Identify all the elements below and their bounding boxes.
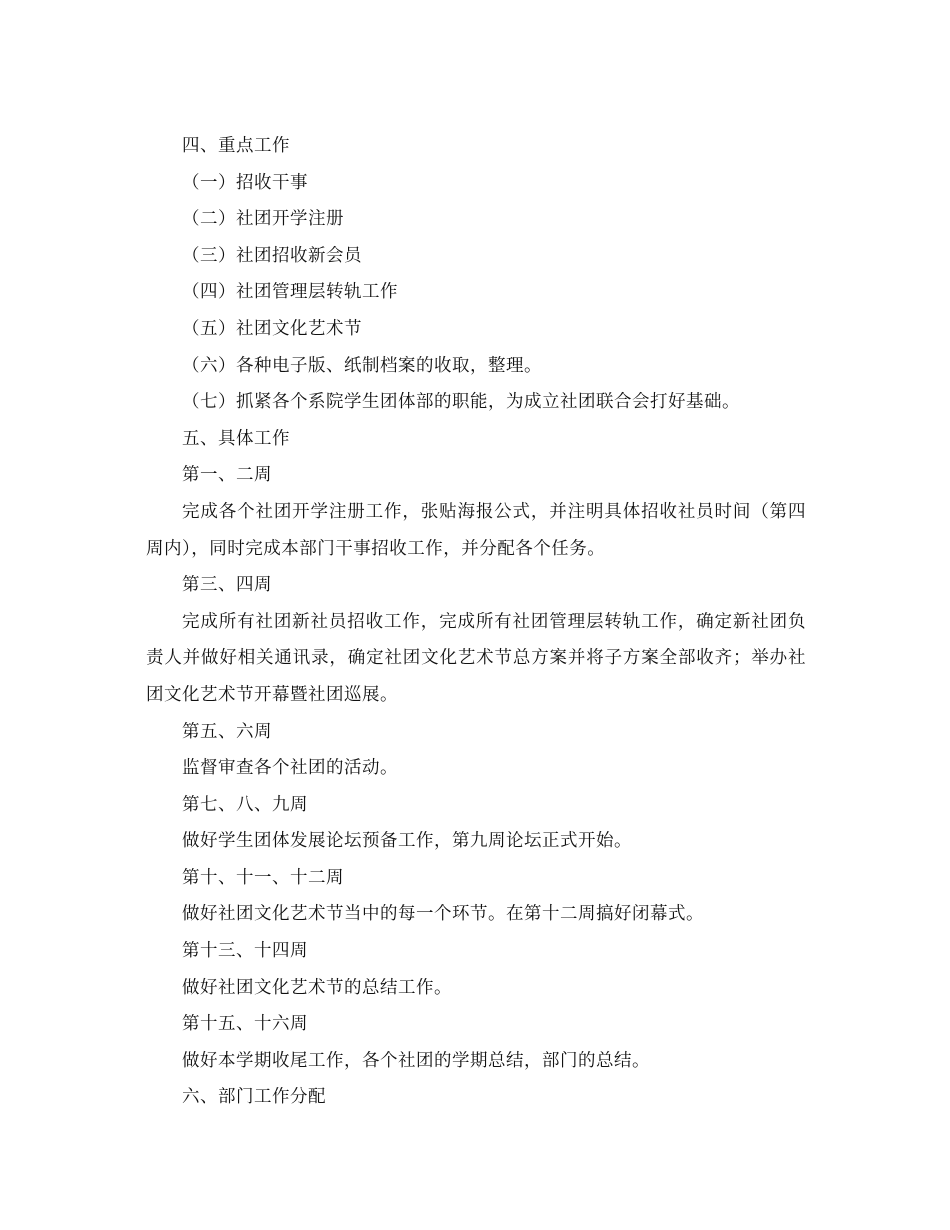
list-item: （四）社团管理层转轨工作	[182, 282, 398, 303]
body-paragraph: 完成所有社团新社员招收工作，完成所有社团管理层转轨工作，确定新社团负责人并做好相关通讯录，确定社团文化艺术节总方案并将子方案全部收齐；举办社团文化艺术节开幕暨社团巡展。	[146, 611, 806, 705]
body-paragraph: 完成各个社团开学注册工作，张贴海报公式，并注明具体招收社员时间（第四周内），同时完成本部门干事招收工作，并分配各个任务。	[146, 501, 806, 559]
section-heading-assignment: 六、部门工作分配	[182, 1087, 326, 1108]
week-heading: 第十五、十六周	[182, 1014, 308, 1035]
section-heading-specific-work: 五、具体工作	[182, 428, 290, 449]
week-heading: 第十、十一、十二周	[182, 867, 344, 888]
list-item: （六）各种电子版、纸制档案的收取，整理。	[182, 355, 542, 376]
list-item: （七）抓紧各个系院学生团体部的职能，为成立社团联合会打好基础。	[182, 392, 740, 413]
week-heading: 第一、二周	[182, 465, 272, 486]
body-paragraph: 监督审查各个社团的活动。	[182, 758, 398, 779]
body-paragraph: 做好社团文化艺术节的总结工作。	[182, 977, 452, 998]
section-heading-key-work: 四、重点工作	[182, 136, 290, 156]
list-item: （一）招收干事	[182, 172, 308, 193]
week-heading: 第三、四周	[182, 575, 272, 596]
document-body	[146, 128, 806, 1116]
list-item: （三）社团招收新会员	[182, 245, 362, 266]
body-paragraph: 做好社团文化艺术节当中的每一个环节。在第十二周搞好闭幕式。	[182, 904, 704, 925]
body-paragraph: 做好本学期收尾工作，各个社团的学期总结，部门的总结。	[182, 1050, 650, 1071]
list-item: （二）社团开学注册	[182, 209, 344, 230]
list-item: （五）社团文化艺术节	[182, 318, 362, 339]
week-heading: 第五、六周	[182, 721, 272, 742]
week-heading: 第七、八、九周	[182, 794, 308, 815]
body-paragraph: 做好学生团体发展论坛预备工作，第九周论坛正式开始。	[182, 831, 632, 852]
week-heading: 第十三、十四周	[182, 941, 308, 962]
